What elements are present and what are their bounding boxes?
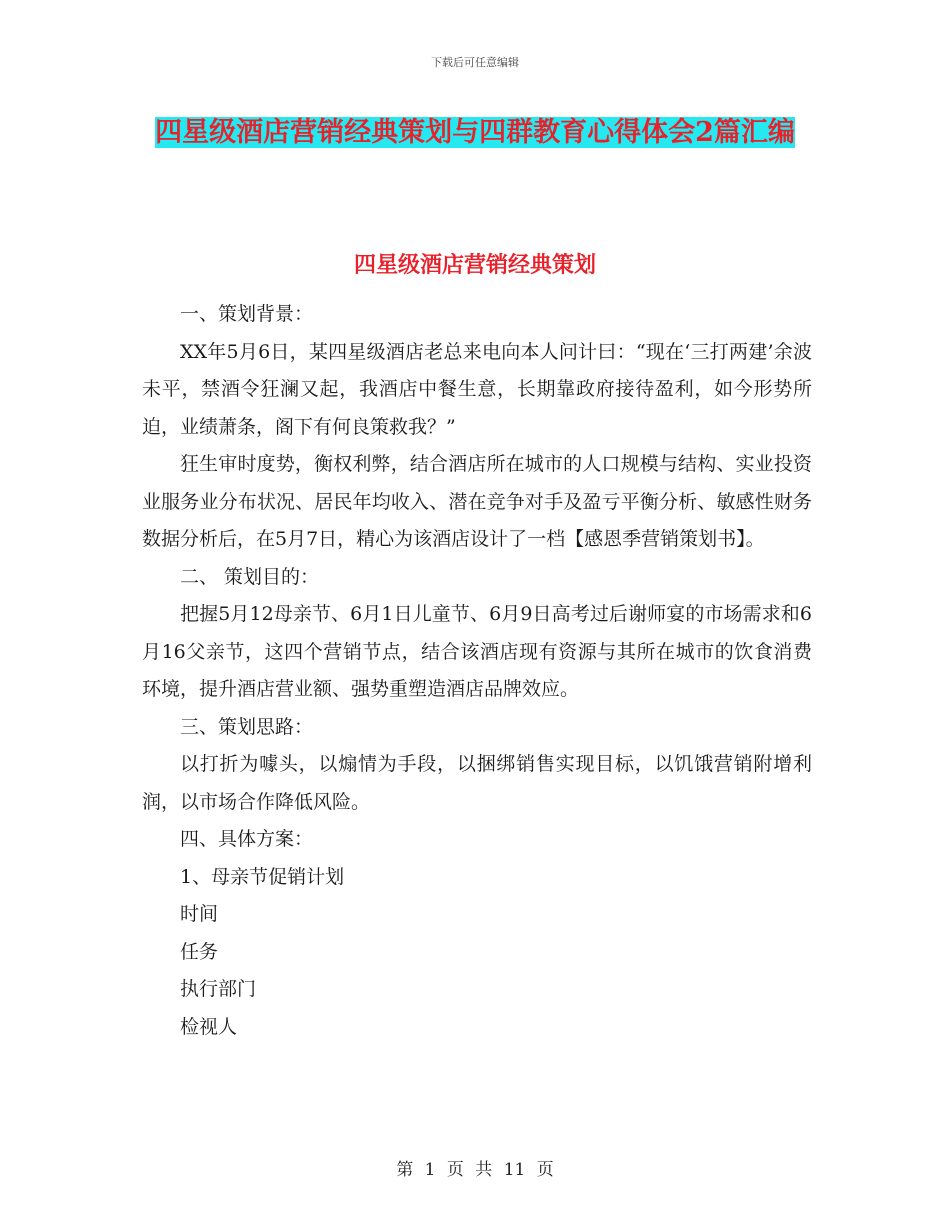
- heading-approach: 三、策划思路：: [180, 715, 314, 738]
- subheading-mothers-day: 1、母亲节促销计划: [180, 865, 345, 888]
- paragraph-background-2: 狂生审时度势，衡权利弊，结合酒店所在城市的人口规模与结构、实业投资业服务业分布状况、居民年均收入、潜在竞争对手及盈亏平衡分析、敏感性财务数据分析后，在5月7日，精心为该酒店设计了一档【感恩季营销策划书】。: [142, 453, 812, 550]
- heading-purpose: 二、 策划目的：: [180, 565, 320, 588]
- heading-background: 一、策划背景：: [180, 303, 314, 325]
- document-title-text: 四星级酒店营销经典策划与四群教育心得体会2篇汇编: [155, 117, 795, 148]
- paragraph-approach: 以打折为噱头，以煽情为手段，以捆绑销售实现目标，以饥饿营销附增利润，以市场合作降低风险。: [142, 753, 812, 813]
- page-header-note: 下载后可任意编辑: [431, 56, 519, 69]
- list-item: 检视人: [180, 1015, 238, 1038]
- page-footer: 第 1 页 共 11 页: [396, 1160, 554, 1180]
- paragraph-background-1: XX年5月6日，某四星级酒店老总来电向本人问计曰：“现在‘三打两建’余波未平，禁酒令狂澜又起，我酒店中餐生意，长期靠政府接待盈利，如今形势所迫，业绩萧条，阁下有何良策救我？”: [142, 340, 812, 438]
- document-body: [142, 296, 812, 1046]
- paragraph-purpose: 把握5月12母亲节、6月1日儿童节、6月9日高考过后谢师宴的市场需求和6月16父亲节，这四个营销节点，结合该酒店现有资源与其所在城市的饮食消费环境，提升酒店营业额、强势重塑造酒店品牌效应。: [142, 603, 812, 700]
- list-item: 任务: [180, 940, 219, 963]
- heading-plan: 四、具体方案：: [180, 828, 314, 850]
- list-item: 时间: [180, 903, 219, 925]
- list-item: 执行部门: [180, 978, 257, 1000]
- section-title: 四星级酒店营销经典策划: [353, 252, 596, 278]
- document-title: [140, 110, 810, 156]
